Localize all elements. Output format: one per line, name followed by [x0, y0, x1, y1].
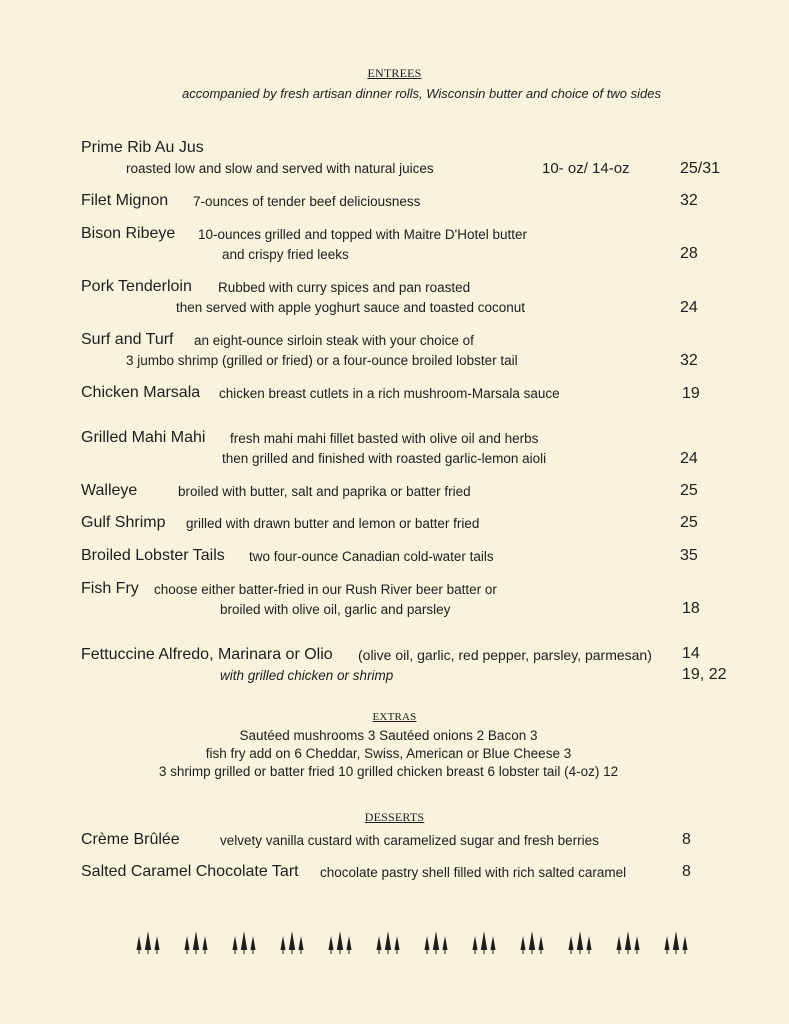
- item-description: two four-ounce Canadian cold-water tails: [249, 549, 494, 564]
- item-name: Broiled Lobster Tails: [81, 547, 225, 564]
- item-description: choose either batter-fried in our Rush River beer batter or: [154, 582, 497, 597]
- item-description: 7-ounces of tender beef deliciousness: [193, 194, 421, 209]
- item-price: 8: [682, 831, 691, 848]
- item-price: 14: [682, 645, 700, 662]
- extras-line-3: 3 shrimp grilled or batter fried 10 grilled chicken breast 6 lobster tail (4-oz) 12: [158, 764, 619, 779]
- item-price: 25: [680, 514, 698, 531]
- pine-tree-icon: [183, 928, 209, 956]
- item-description: chocolate pastry shell filled with rich salted caramel: [320, 865, 627, 880]
- item-name: Chicken Marsala: [81, 384, 201, 401]
- item-description-2: and crispy fried leeks: [222, 247, 349, 262]
- item-description: roasted low and slow and served with natural juices: [126, 161, 434, 176]
- item-price: 19: [682, 385, 700, 402]
- item-name: Prime Rib Au Jus: [81, 139, 204, 156]
- item-description: Rubbed with curry spices and pan roasted: [218, 280, 471, 295]
- item-name: Crème Brûlée: [81, 831, 180, 848]
- pine-tree-icon: [423, 928, 449, 956]
- item-price-2: 19, 22: [682, 666, 727, 683]
- pine-tree-icon: [615, 928, 641, 956]
- item-price: 8: [682, 863, 691, 880]
- item-price: 32: [680, 192, 698, 209]
- item-price: 25: [680, 482, 698, 499]
- item-name: Grilled Mahi Mahi: [81, 429, 206, 446]
- item-price: 35: [680, 547, 698, 564]
- entrees-heading: ENTREES: [367, 66, 422, 80]
- pine-tree-icon: [135, 928, 161, 956]
- desserts-heading: DESSERTS: [364, 810, 425, 824]
- item-size: 10- oz/ 14-oz: [542, 160, 630, 177]
- item-price: 32: [680, 352, 698, 369]
- item-price: 18: [682, 600, 700, 617]
- item-name: Surf and Turf: [81, 331, 174, 348]
- item-name: Fish Fry: [81, 580, 139, 597]
- item-price: 24: [680, 450, 698, 467]
- item-description: chicken breast cutlets in a rich mushroom-Marsala sauce: [219, 386, 560, 401]
- extras-heading: EXTRAS: [372, 711, 417, 723]
- item-description: grilled with drawn butter and lemon or batter fried: [186, 516, 480, 531]
- item-price: 28: [680, 245, 698, 262]
- pine-tree-icon: [471, 928, 497, 956]
- entrees-subtitle: accompanied by fresh artisan dinner rolls, Wisconsin butter and choice of two sides: [182, 86, 661, 101]
- item-description-2: with grilled chicken or shrimp: [220, 668, 394, 683]
- item-description: broiled with butter, salt and paprika or batter fried: [178, 484, 471, 499]
- pine-tree-icon: [279, 928, 305, 956]
- item-description: 10-ounces grilled and topped with Maitre D'Hotel butter: [198, 227, 528, 242]
- item-price: 24: [680, 299, 698, 316]
- item-price: 25/31: [680, 160, 721, 177]
- extras-line-1: Sautéed mushrooms 3 Sautéed onions 2 Bacon 3: [239, 728, 538, 743]
- item-name: Gulf Shrimp: [81, 514, 166, 531]
- item-name: Filet Mignon: [81, 192, 169, 209]
- item-name: Fettuccine Alfredo, Marinara or Olio: [81, 646, 333, 663]
- pine-tree-icon: [375, 928, 401, 956]
- item-description: fresh mahi mahi fillet basted with olive oil and herbs: [230, 431, 539, 446]
- item-description: (olive oil, garlic, red pepper, parsley, parmesan): [358, 647, 652, 663]
- pine-tree-icon: [519, 928, 545, 956]
- pine-tree-icon: [231, 928, 257, 956]
- item-name: Salted Caramel Chocolate Tart: [81, 863, 299, 880]
- item-description: velvety vanilla custard with caramelized sugar and fresh berries: [220, 833, 599, 848]
- item-name: Bison Ribeye: [81, 225, 176, 242]
- item-description: an eight-ounce sirloin steak with your choice of: [194, 333, 474, 348]
- item-name: Walleye: [81, 482, 138, 499]
- item-name: Pork Tenderloin: [81, 278, 192, 295]
- pine-tree-icon: [327, 928, 353, 956]
- pine-tree-icon: [663, 928, 689, 956]
- item-description-2: then grilled and finished with roasted garlic-lemon aioli: [222, 451, 547, 466]
- extras-line-2: fish fry add on 6 Cheddar, Swiss, American or Blue Cheese 3: [205, 746, 572, 761]
- item-description-2: then served with apple yoghurt sauce and toasted coconut: [176, 300, 525, 315]
- pine-tree-icon: [567, 928, 593, 956]
- decorative-border: [0, 928, 789, 958]
- item-description-2: 3 jumbo shrimp (grilled or fried) or a four-ounce broiled lobster tail: [126, 353, 518, 368]
- item-description-2: broiled with olive oil, garlic and parsley: [220, 602, 451, 617]
